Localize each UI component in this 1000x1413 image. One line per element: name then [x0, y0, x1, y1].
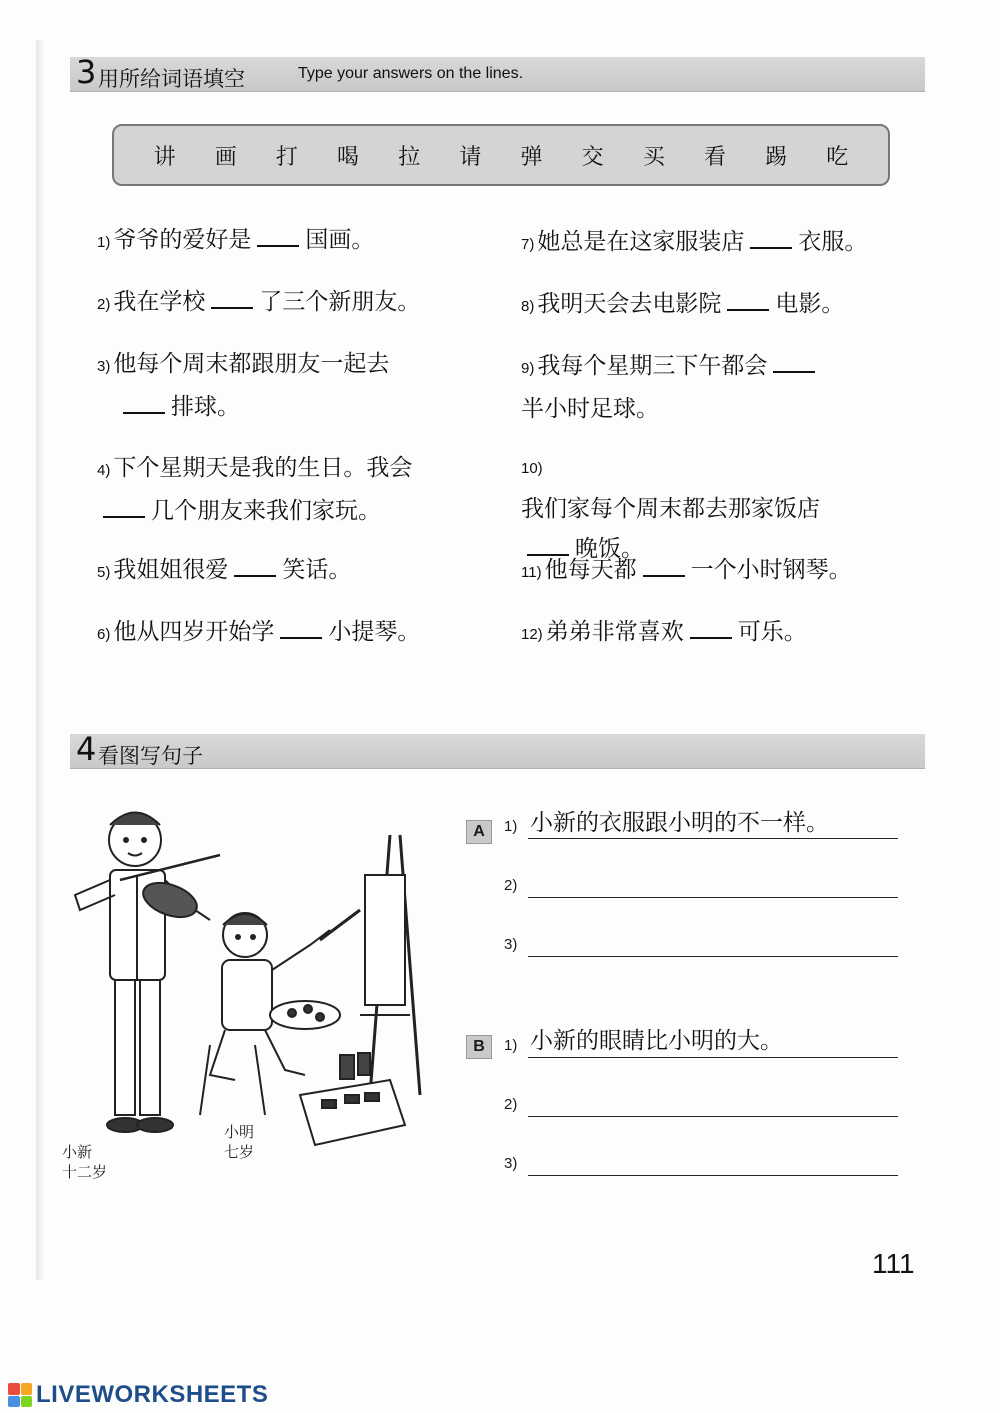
question-text: 我在学校	[113, 289, 206, 315]
question-number: 2)	[97, 296, 111, 313]
question-number: 4)	[97, 462, 111, 479]
illustration-boys	[60, 795, 430, 1175]
question-text: 一个小时钢琴。	[690, 557, 852, 583]
question-text: 我每个星期三下午都会	[537, 353, 768, 379]
answer-blank[interactable]	[773, 349, 815, 373]
question-text: 半小时足球。	[521, 396, 659, 422]
part-b-line-2[interactable]	[528, 1116, 898, 1117]
answer-blank[interactable]	[211, 285, 253, 309]
question-4	[97, 448, 487, 531]
caption-xiaoxin	[62, 1142, 107, 1182]
liveworksheets-logo-icon	[8, 1383, 32, 1407]
word-bank-item: 吃	[826, 144, 849, 170]
question-number: 11)	[521, 564, 542, 581]
section-3-title: 用所给词语填空	[98, 67, 245, 91]
question-text: 弟弟非常喜欢	[545, 619, 684, 645]
word-bank-item: 拉	[398, 144, 421, 170]
part-a-line-3-number: 3)	[504, 936, 518, 953]
part-b-line-1[interactable]	[528, 1057, 898, 1058]
part-a-line-2[interactable]	[528, 897, 898, 898]
word-bank-item: 买	[642, 144, 665, 170]
question-2	[97, 282, 487, 325]
answer-blank[interactable]	[750, 225, 792, 249]
part-b-line-3[interactable]	[528, 1175, 898, 1176]
question-number: 8)	[521, 298, 535, 315]
question-11	[521, 550, 921, 593]
question-text: 笑话。	[282, 557, 352, 583]
question-number: 5)	[97, 564, 111, 581]
question-3	[97, 344, 487, 427]
question-5	[97, 550, 487, 593]
question-text: 他每天都	[544, 557, 637, 583]
question-text: 他从四岁开始学	[113, 619, 275, 645]
part-a-line-1-text[interactable]: 小新的衣服跟小明的不一样。	[530, 810, 829, 836]
section-4-number: 4	[76, 730, 97, 768]
word-bank-item: 弹	[520, 144, 543, 170]
part-b-line-1-text[interactable]: 小新的眼睛比小明的大。	[530, 1028, 783, 1054]
word-bank-item: 请	[459, 144, 482, 170]
question-text: 可乐。	[737, 619, 807, 645]
caption-xiaoxin-name: 小新	[62, 1143, 93, 1161]
part-b-line-1-number: 1)	[504, 1037, 518, 1054]
word-bank-item: 交	[581, 144, 604, 170]
word-bank-item: 看	[703, 144, 726, 170]
part-a-label: A	[466, 820, 492, 844]
question-12	[521, 612, 921, 655]
section-4-title: 看图写句子	[98, 744, 203, 768]
caption-xiaoming-age: 七岁	[224, 1143, 255, 1161]
question-text: 爷爷的爱好是	[113, 227, 252, 253]
section-4-header	[70, 730, 925, 769]
question-text: 她总是在这家服装店	[537, 229, 745, 255]
question-number: 9)	[521, 360, 535, 377]
question-text: 衣服。	[798, 229, 868, 255]
question-number: 10)	[521, 460, 543, 477]
question-text: 电影。	[775, 291, 845, 317]
caption-xiaoming-name: 小明	[224, 1123, 255, 1141]
question-text: 小提琴。	[328, 619, 421, 645]
question-number: 6)	[97, 626, 111, 643]
question-text: 晚饭。	[575, 536, 644, 562]
page-binding-shadow	[36, 40, 44, 1280]
part-a-line-2-number: 2)	[504, 877, 518, 894]
question-text: 几个朋友来我们家玩。	[151, 498, 381, 524]
question-6	[97, 612, 487, 655]
answer-blank[interactable]	[280, 615, 322, 639]
question-9	[521, 346, 921, 429]
answer-blank[interactable]	[727, 287, 769, 311]
question-7	[521, 222, 921, 265]
painter-figure	[200, 835, 420, 1145]
caption-xiaoming	[224, 1122, 254, 1162]
word-bank-item: 画	[214, 144, 237, 170]
question-text: 我明天会去电影院	[537, 291, 722, 317]
page-number: 111	[872, 1248, 915, 1279]
question-text: 他每个周末都跟朋友一起去	[113, 351, 390, 377]
caption-xiaoxin-age: 十二岁	[62, 1163, 108, 1181]
section-3-instruction: Type your answers on the lines.	[298, 65, 524, 82]
answer-blank[interactable]	[103, 494, 145, 518]
word-bank-item: 踢	[765, 144, 788, 170]
part-a-line-3[interactable]	[528, 956, 898, 957]
question-number: 12)	[521, 626, 543, 643]
answer-blank[interactable]	[234, 553, 276, 577]
word-bank-item: 讲	[153, 144, 176, 170]
part-b-line-3-number: 3)	[504, 1155, 518, 1172]
liveworksheets-footer	[8, 1381, 268, 1409]
question-number: 7)	[521, 236, 535, 253]
question-number: 1)	[97, 234, 111, 251]
part-b-label: B	[466, 1035, 492, 1059]
part-a-line-1-number: 1)	[504, 818, 518, 835]
section-3-number: 3	[76, 53, 97, 91]
question-text: 了三个新朋友。	[259, 289, 421, 315]
part-a-line-1[interactable]	[528, 838, 898, 839]
question-number: 3)	[97, 358, 111, 375]
word-bank	[112, 124, 890, 186]
section-3-header	[70, 53, 925, 92]
word-bank-item: 喝	[337, 144, 360, 170]
word-bank-item: 打	[275, 144, 298, 170]
part-b-line-2-number: 2)	[504, 1096, 518, 1113]
question-text: 国画。	[305, 227, 375, 253]
answer-blank[interactable]	[690, 615, 732, 639]
question-text: 排球。	[171, 394, 240, 420]
answer-blank[interactable]	[257, 223, 299, 247]
question-text: 我们家每个周末都去那家饭店	[521, 496, 820, 522]
question-text: 我姐姐很爱	[113, 557, 229, 583]
question-8	[521, 284, 921, 327]
question-text: 下个星期天是我的生日。我会	[113, 455, 413, 481]
answer-blank[interactable]	[643, 553, 685, 577]
question-1	[97, 220, 487, 263]
liveworksheets-brand: LIVEWORKSHEETS	[36, 1381, 269, 1408]
violinist-figure	[75, 813, 220, 1133]
answer-blank[interactable]	[123, 390, 165, 414]
